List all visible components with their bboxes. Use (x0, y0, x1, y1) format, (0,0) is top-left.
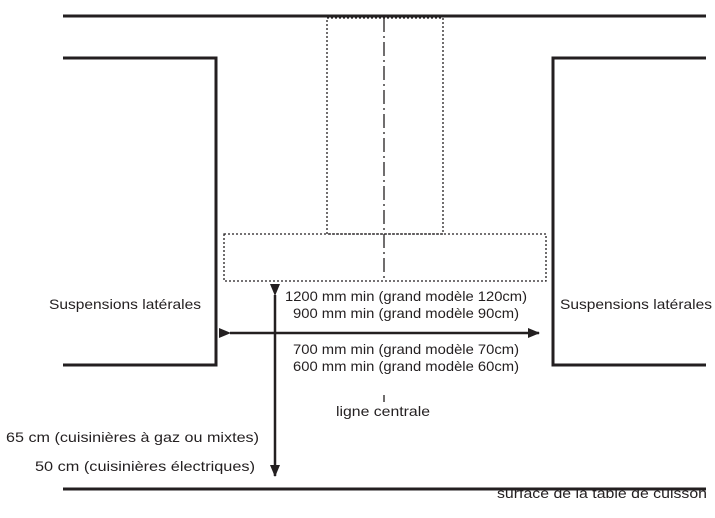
side-left-label: Suspensions latérales (49, 296, 201, 312)
right-cabinet-outline (553, 58, 706, 365)
height-label-90: 900 mm min (grand modèle 90cm) (293, 305, 519, 321)
left-cabinet-outline (63, 58, 216, 365)
gas-cookers-label: 65 cm (cuisinières à gaz ou mixtes) (6, 429, 259, 445)
height-label-120: 1200 mm min (grand modèle 120cm) (285, 288, 527, 304)
height-label-70: 700 mm min (grand modèle 70cm) (293, 341, 519, 357)
hood-canopy (224, 234, 546, 281)
hood-chimney (327, 18, 443, 234)
electric-cookers-label: 50 cm (cuisinières électriques) (35, 458, 256, 474)
height-label-60: 600 mm min (grand modèle 60cm) (293, 358, 519, 374)
cooktop-surface-label: surface de la table de cuisson (497, 485, 707, 501)
side-right-label: Suspensions latérales (560, 296, 712, 312)
centerline-label: ligne centrale (336, 403, 431, 419)
